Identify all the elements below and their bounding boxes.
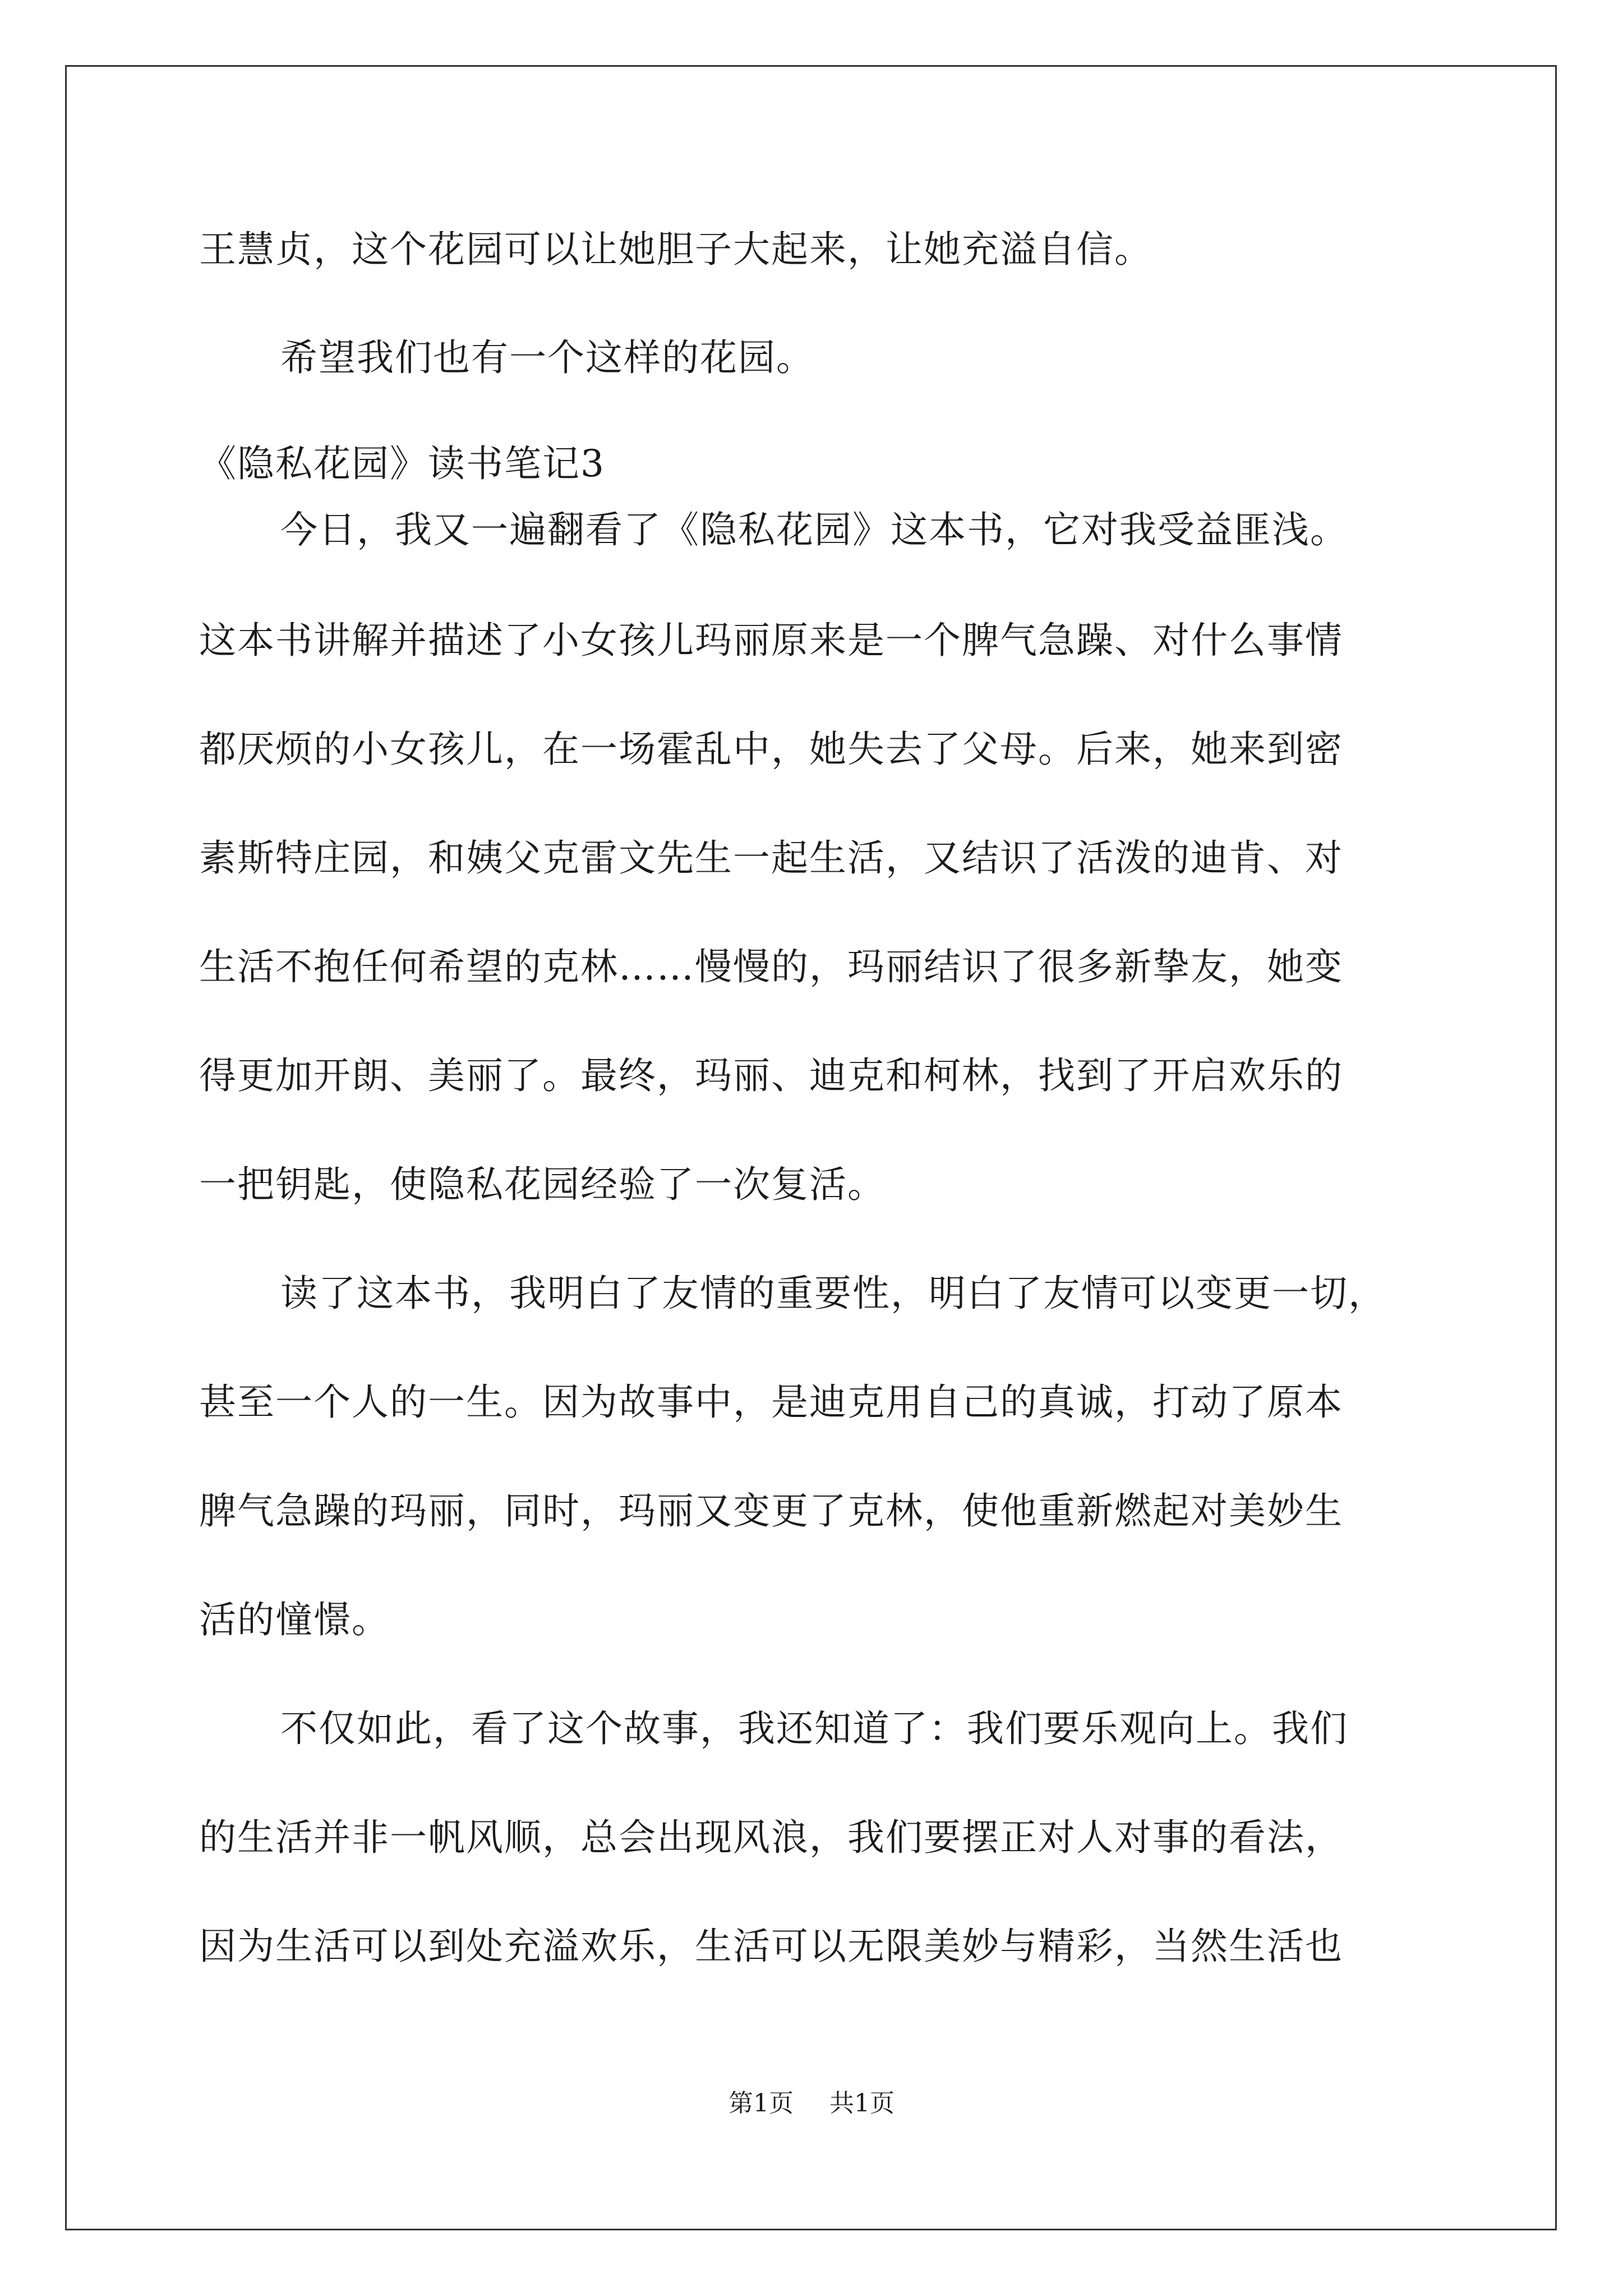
text-line: 希望我们也有一个这样的花园。 xyxy=(280,336,814,379)
page-border xyxy=(65,65,1557,2230)
text-line: 的生活并非一帆风顺，总会出现风浪，我们要摆正对人对事的看法， xyxy=(199,1816,1343,1859)
text-line: 王慧贞，这个花园可以让她胆子大起来，让她充溢自信。 xyxy=(199,228,1152,271)
section-heading: 《隐私花园》读书笔记3 xyxy=(199,442,605,485)
text-line: 甚至一个人的一生。因为故事中，是迪克用自己的真诚，打动了原本 xyxy=(199,1381,1343,1424)
page-number: 第1页 xyxy=(728,2089,794,2118)
text-line: 一把钥匙，使隐私花园经验了一次复活。 xyxy=(199,1163,886,1206)
page-footer xyxy=(0,2088,1623,2119)
text-line: 这本书讲解并描述了小女孩儿玛丽原来是一个脾气急躁、对什么事情 xyxy=(199,619,1343,662)
text-line: 生活不抱任何希望的克林……慢慢的，玛丽结识了很多新挚友，她变 xyxy=(199,945,1343,988)
page-total: 共1页 xyxy=(829,2089,895,2118)
text-line: 今日，我又一遍翻看了《隐私花园》这本书，它对我受益匪浅。 xyxy=(280,508,1348,551)
text-line: 不仅如此，看了这个故事，我还知道了：我们要乐观向上。我们 xyxy=(280,1707,1348,1750)
text-line: 素斯特庄园，和姨父克雷文先生一起生活，又结识了活泼的迪肯、对 xyxy=(199,836,1343,880)
text-line: 都厌烦的小女孩儿，在一场霍乱中，她失去了父母。后来，她来到密 xyxy=(199,728,1343,771)
text-line: 活的憧憬。 xyxy=(199,1598,390,1641)
text-line: 因为生活可以到处充溢欢乐，生活可以无限美妙与精彩，当然生活也 xyxy=(199,1925,1343,1968)
text-line: 脾气急躁的玛丽，同时，玛丽又变更了克林，使他重新燃起对美妙生 xyxy=(199,1489,1343,1533)
text-line: 读了这本书，我明白了友情的重要性，明白了友情可以变更一切， xyxy=(280,1272,1386,1315)
text-line: 得更加开朗、美丽了。最终，玛丽、迪克和柯林，找到了开启欢乐的 xyxy=(199,1054,1343,1097)
